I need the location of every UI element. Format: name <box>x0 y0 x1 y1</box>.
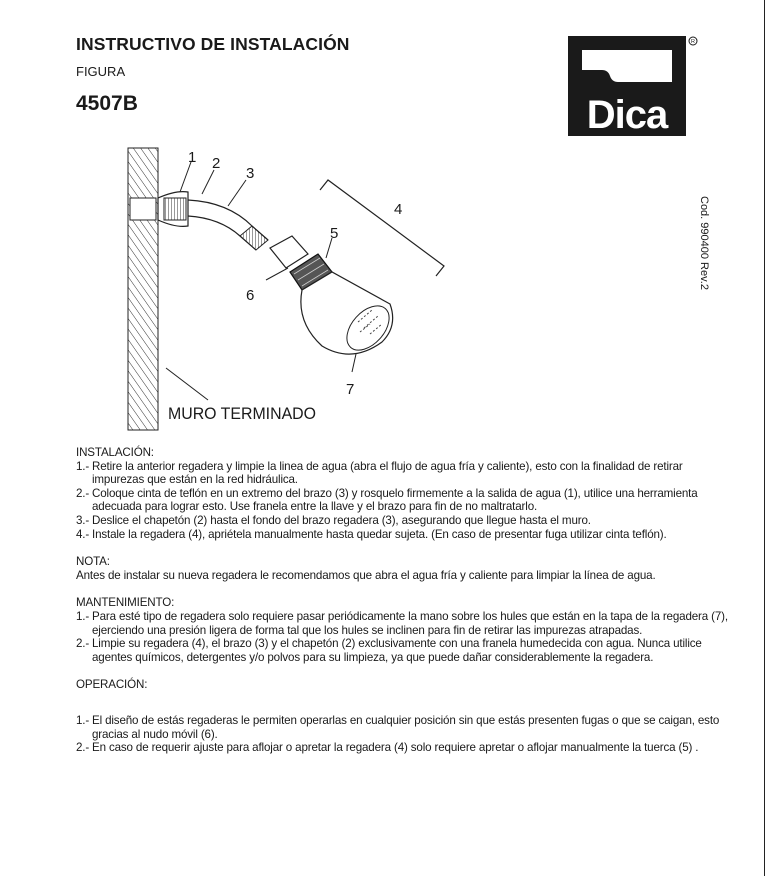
note-text: Antes de instalar su nueva regadera le recomendamos que abra el agua fría y caliente para limpiar la línea de agua. <box>76 568 656 582</box>
document-code: Cod. 990400 Rev.2 <box>698 196 710 290</box>
installation-step <box>76 528 736 542</box>
step-number: 3.- <box>76 513 90 527</box>
step-number: 2.- <box>76 486 90 500</box>
callout-1: 1 <box>188 149 197 166</box>
wall-label: MURO TERMINADO <box>168 404 316 423</box>
maintenance-heading: MANTENIMIENTO: <box>76 596 175 610</box>
operation-heading: OPERACIÓN: <box>76 678 148 692</box>
callout-5: 5 <box>330 225 339 242</box>
maintenance-step <box>76 637 736 664</box>
installation-heading: INSTALACIÓN: <box>76 446 154 459</box>
step-number: 2.- <box>76 741 90 755</box>
step-text: Limpie su regadera (4), el brazo (3) y el chapetón (2) exclusivamente con una franela humedecida con agua. Nunca utilice agentes químicos, detergentes y/o polvos para su limpieza, ya que puede dañar considerablemente la regadera. <box>92 637 702 664</box>
wall <box>128 148 158 430</box>
step-text: El diseño de estás regaderas le permiten operarlas en cualquier posición sin que estás presenten fugas o que se caigan, esto gracias al nudo móvil (6). <box>92 713 720 741</box>
step-text: Para esté tipo de regadera solo requiere pasar periódicamente la mano sobre los hules que están en la tapa de la regadera (7), ejerciendo una presión ligera de forma tal que los hules se inclinen para fin de retirar las impurezas atrapadas. <box>92 609 728 637</box>
escutcheon <box>158 192 188 227</box>
step-number: 1.- <box>76 713 90 727</box>
dica-logo <box>568 36 688 136</box>
document-title: INSTRUCTIVO DE INSTALACIÓN <box>76 34 350 54</box>
callout-4: 4 <box>394 201 403 218</box>
step-number: 1.- <box>76 459 90 473</box>
maintenance-step <box>76 610 736 637</box>
installation-step <box>76 487 736 514</box>
step-text: Instale la regadera (4), apriétela manualmente hasta quedar sujeta. (En caso de presentar fuga utilizar cinta teflón). <box>92 527 667 541</box>
figure-label: FIGURA <box>76 64 126 79</box>
logo-wordmark: Dica <box>586 93 668 136</box>
operation-step <box>76 714 736 741</box>
model-number: 4507B <box>76 92 138 115</box>
registered-mark-icon <box>688 36 698 46</box>
operation-step <box>76 741 736 755</box>
instructions-body <box>76 446 736 755</box>
callout-2: 2 <box>212 155 221 172</box>
step-text: Coloque cinta de teflón en un extremo del brazo (3) y rosquelo firmemente a la salida de agua (1), utilice una herramienta adecuada para lograr esto. Use franela entre la llave y el brazo para fin de no maltratarlo. <box>92 486 698 514</box>
step-number: 4.- <box>76 527 90 541</box>
callout-6: 6 <box>246 287 255 304</box>
installation-diagram <box>120 140 460 440</box>
step-text: Deslice el chapetón (2) hasta el fondo del brazo regadera (3), asegurando que llegue hasta el muro. <box>92 513 591 527</box>
ball-joint <box>270 236 308 268</box>
step-number: 2.- <box>76 637 90 651</box>
step-text: Retire la anterior regadera y limpie la linea de agua (abra el flujo de agua fría y caliente), esto con la finalidad de retirar impurezas que están en la red hidráulica. <box>92 459 683 487</box>
shower-head <box>301 272 397 358</box>
step-number: 1.- <box>76 609 90 623</box>
installation-step <box>76 514 736 528</box>
callout-3: 3 <box>246 165 255 182</box>
shower-head-bracket <box>320 180 444 276</box>
installation-step <box>76 460 736 487</box>
step-text: En caso de requerir ajuste para aflojar o apretar la regadera (4) solo requiere apretar o aflojar manualmente la tuerca (5) . <box>92 741 699 755</box>
shower-arm <box>188 200 268 250</box>
callout-7: 7 <box>346 381 355 398</box>
note-heading: NOTA: <box>76 555 110 569</box>
svg-text:R: R <box>691 39 695 46</box>
